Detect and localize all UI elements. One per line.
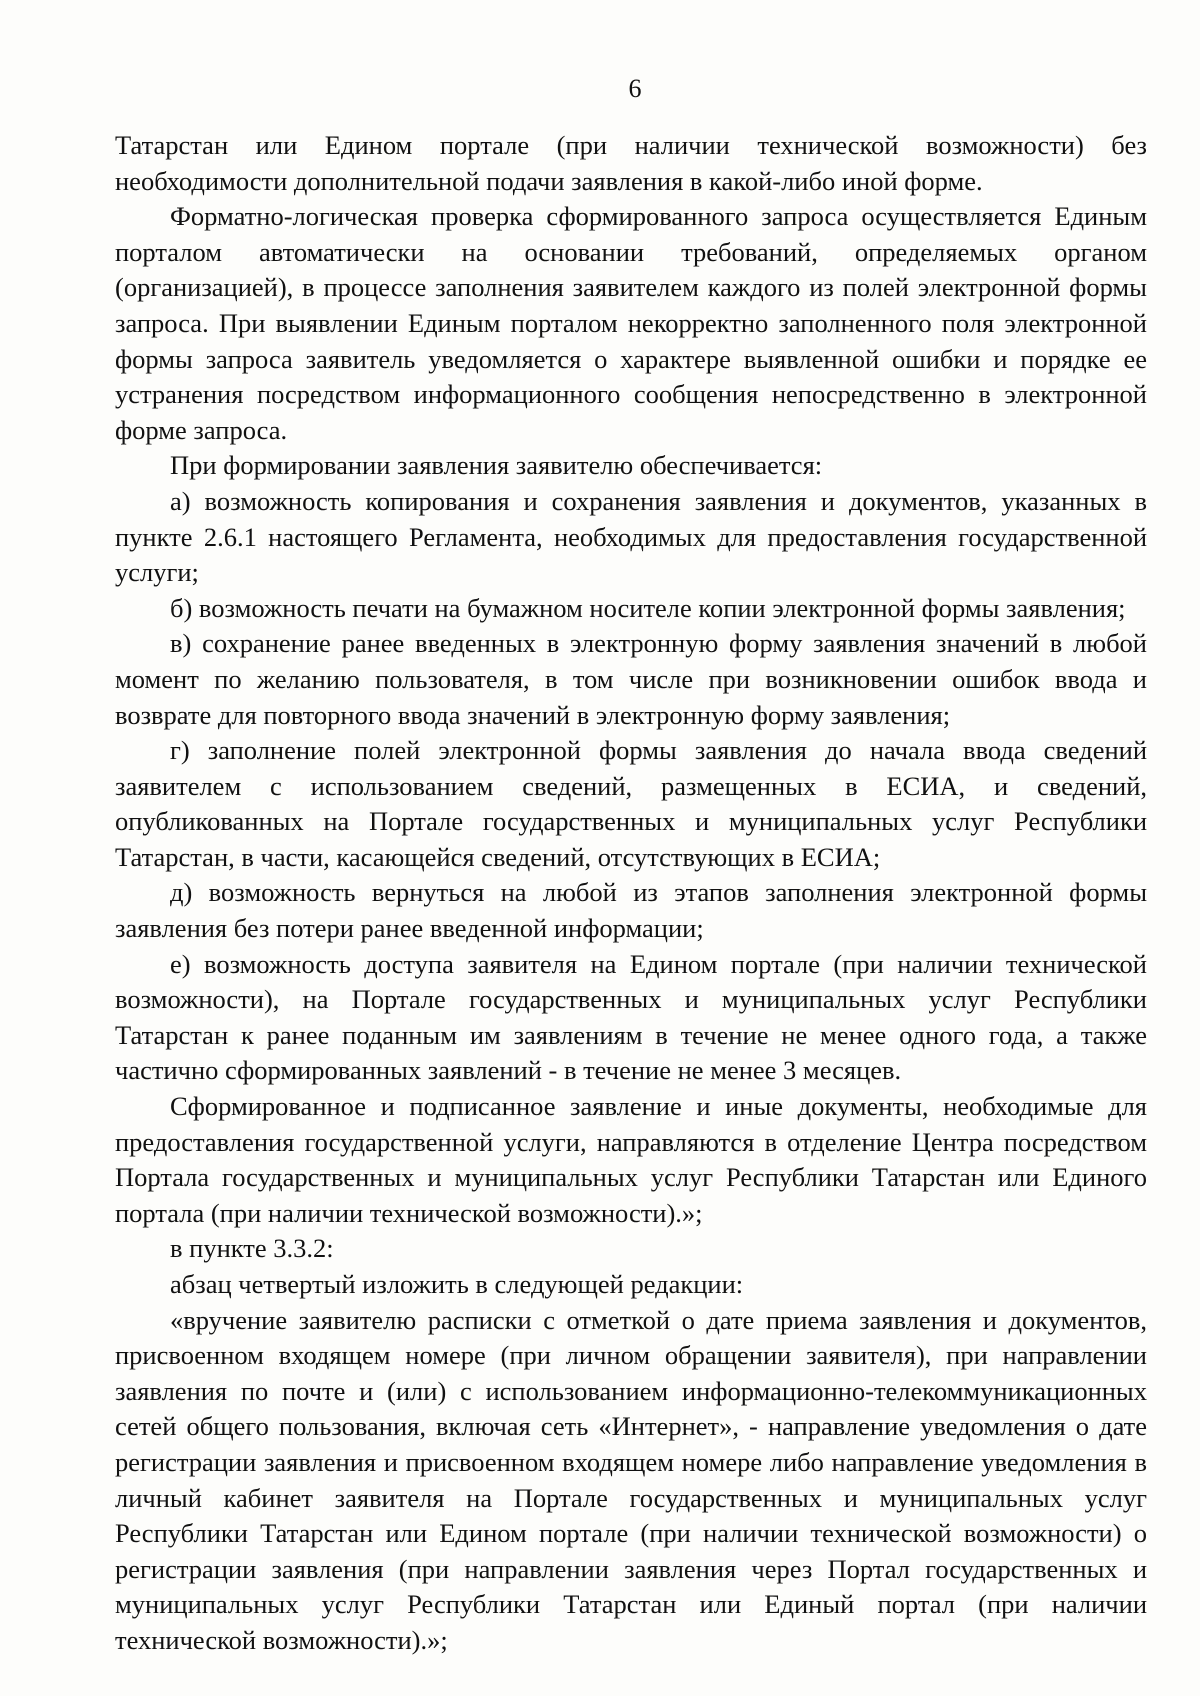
paragraph-item-a: а) возможность копирования и сохранения заявления и документов, указанных в пункте 2.6.1 настоящего Регламента, необходимых для предоставления государственной услуги;	[115, 485, 1147, 588]
page-number: 6	[628, 74, 642, 103]
paragraph-continuation: Татарстан или Едином портале (при наличии технической возможности) без необходимости дополнительной подачи заявления в какой-либо иной форме.	[115, 130, 1147, 196]
paragraph-item-b: б) возможность печати на бумажном носителе копии электронной формы заявления;	[170, 592, 1126, 623]
paragraph-format-check: Форматно-логическая проверка сформированного запроса осуществляется Единым порталом автоматически на основании требований, определяемых органом (организацией), в процессе заполнения заявителем каждого из полей электронной формы запроса. При выявлении Единым порталом некорректно заполненного поля электронной формы запроса заявитель уведомляется о характере выявленной ошибки и порядке ее устранения посредством информационного сообщения непосредственно в электронной форме запроса.	[115, 201, 1147, 445]
document-body	[115, 128, 1147, 1659]
paragraph-amendment-text: «вручение заявителю расписки с отметкой о дате приема заявления и документов, присвоенном входящем номере (при личном обращении заявителя), при направлении заявления по почте и (или) с использованием информационно-телекоммуникационных сетей общего пользования, включая сеть «Интернет», - направление уведомления о дате регистрации заявления и присвоенном входящем номере либо направление уведомления в личный кабинет заявителя на Портале государственных и муниципальных услуг Республики Татарстан или Едином портале (при наличии технической возможности) о регистрации заявления (при направлении заявления через Портал государственных и муниципальных услуг Республики Татарстан или Единый портал (при наличии технической возможности).»;	[115, 1304, 1147, 1655]
paragraph-provisions-intro: При формировании заявления заявителю обеспечивается:	[170, 450, 823, 481]
paragraph-item-v: в) сохранение ранее введенных в электронную форму заявления значений в любой момент по желанию пользователя, в том числе при возникновении ошибок ввода и возврате для повторного ввода значений в электронную форму заявления;	[115, 628, 1147, 730]
paragraph-clause-3-3-2: в пункте 3.3.2:	[170, 1233, 334, 1264]
paragraph-item-d: д) возможность вернуться на любой из этапов заполнения электронной формы заявления без потери ранее введенной информации;	[115, 877, 1147, 944]
paragraph-item-g: г) заполнение полей электронной формы заявления до начала ввода сведений заявителем с использованием сведений, размещенных в ЕСИА, и сведений, опубликованных на Портале государственных и муниципальных услуг Республики Татарстан, в части, касающейся сведений, отсутствующих в ЕСИА;	[115, 735, 1147, 872]
paragraph-submission: Сформированное и подписанное заявление и иные документы, необходимые для предоставления государственной услуги, направляются в отделение Центра посредством Портала государственных и муниципальных услуг Республики Татарстан или Единого портала (при наличии технической возможности).»;	[115, 1091, 1147, 1228]
paragraph-amendment-intro: абзац четвертый изложить в следующей редакции:	[170, 1269, 744, 1299]
paragraph-item-e: е) возможность доступа заявителя на Едином портале (при наличии технической возможности), на Портале государственных и муниципальных услуг Республики Татарстан к ранее поданным им заявлениям в течение не менее одного года, а также частично сформированных заявлений - в течение не менее 3 месяцев.	[115, 948, 1147, 1086]
